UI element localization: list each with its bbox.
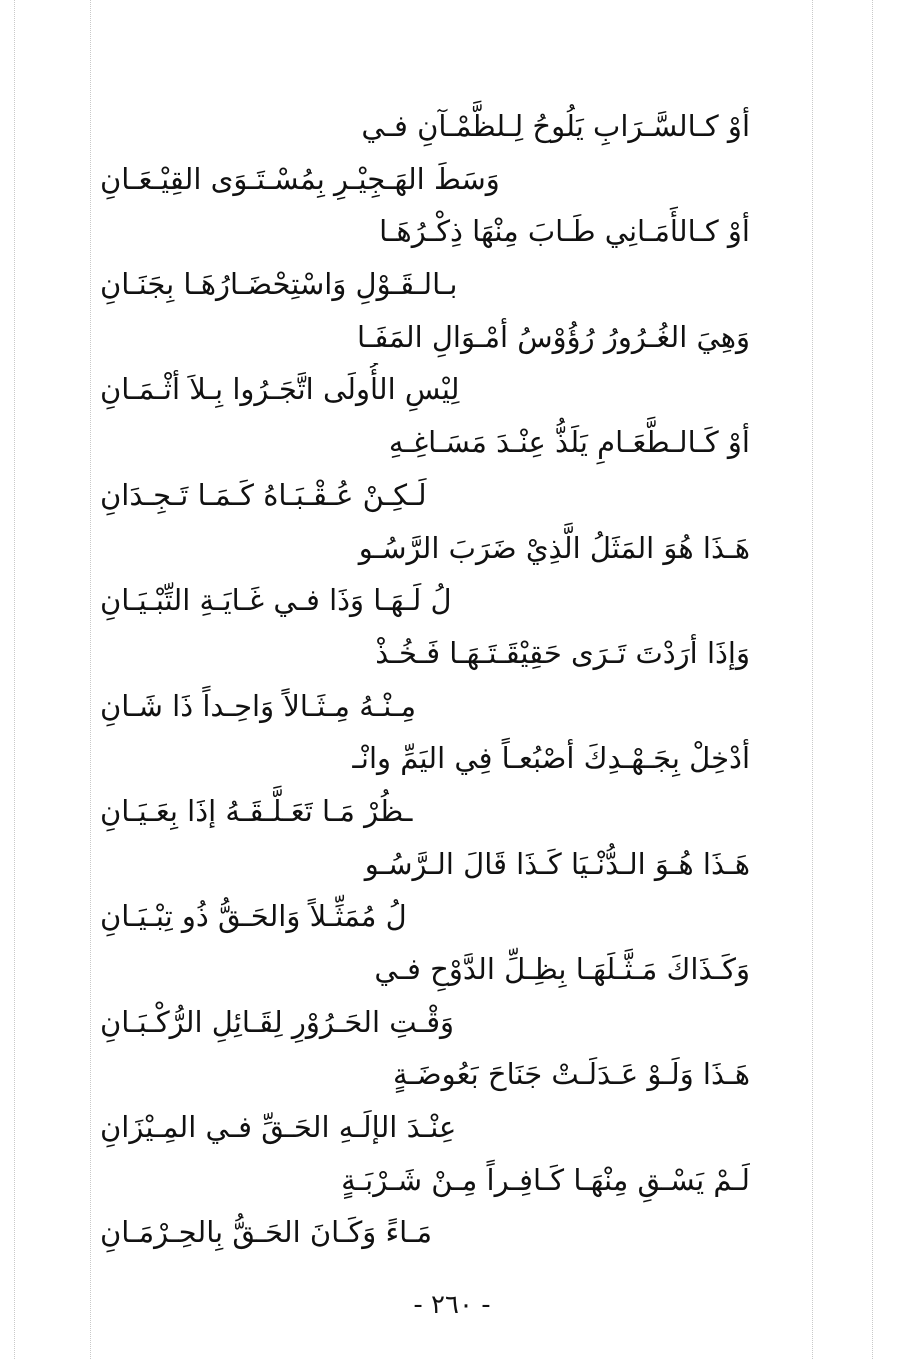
verse-line-22: مَـاءً وَكَـانَ الحَـقُّ بِالحِـرْمَـانِ <box>100 1215 433 1250</box>
verse-line-4: بـالـقَـوْلِ وَاسْتِحْضَـارُهَـا بِجَنَـانِ <box>100 267 458 302</box>
verse-line-1: أوْ كـالسَّـرَابِ يَلُوحُ لِـلظَّمْـآنِ فـي <box>361 109 750 143</box>
poem-body <box>100 100 750 1250</box>
verse-line-19: هَـذَا وَلَـوْ عَـدَلَـتْ جَنَاحَ بَعُوضَـةٍ <box>392 1057 750 1092</box>
verse-line-13: أدْخِلْ بِجَـهْـدِكَ أصْبُعـاً فِي اليَمِّ وانْـ <box>352 741 750 776</box>
verse-line-20: عِنْـدَ الإلَـهِ الحَـقِّ فـي المِـيْزَانِ <box>100 1110 457 1145</box>
scan-guide-line <box>872 0 873 1359</box>
verse-line-9: هَـذَا هُوَ المَثَلُ الَّذِيْ ضَرَبَ الرَّسُـو <box>358 530 750 565</box>
verse-line-16: لُ مُمَثِّـلاً وَالحَـقُّ ذُو تِبْـيَـانِ <box>100 899 407 934</box>
verse-line-7: أوْ كَـالـطَّعَـامِ يَلَذُّ عِنْـدَ مَسَـاغِـهِ <box>388 425 750 460</box>
verse-line-18: وَقْـتِ الحَـرُوْرِ لِقَـائِلِ الرُّكْـبَـانِ <box>100 1004 455 1039</box>
verse-line-17: وَكَـذَاكَ مَـثَّـلَهَـا بِظِـلِّ الدَّوْحِ فـي <box>374 952 750 986</box>
scan-guide-line <box>812 0 813 1359</box>
verse-line-8: لَـكِـنْ عُـقْـبَـاهُ كَـمَـا تَـجِـدَانِ <box>100 477 427 512</box>
verse-line-21: لَـمْ يَسْـقِ مِنْهَـا كَـافِـراً مِـنْ شَـرْبَـةٍ <box>341 1162 750 1197</box>
verse-line-2: وَسَطَ الهَـجِيْـرِ بِمُسْـتَـوَى القِيْـعَـانِ <box>100 161 500 196</box>
verse-line-10: لُ لَـهَـا وَذَا فـي غَـايَـةِ التِّبْـيَـانِ <box>100 583 452 618</box>
page-number: - ٢٦٠ - <box>413 1290 491 1320</box>
scan-guide-line <box>90 0 91 1359</box>
verse-line-15: هَـذَا هُـوَ الـدُّنْـيَا كَـذَا قَالَ الـرَّسُـو <box>364 846 750 881</box>
verse-line-6: لِيْسِ الأُولَى اتَّجَـرُوا بِـلاَ أثْـمَـانِ <box>100 372 460 407</box>
verse-line-3: أوْ كـالأَمَـانِي طَـابَ مِنْهَا ذِكْـرُهَـا <box>379 214 750 249</box>
verse-line-12: مِـنْـهُ مِـثَـالاً وَاحِـداً ذَا شَـانِ <box>100 688 417 723</box>
verse-line-11: وَإذَا أرَدْتَ تَـرَى حَقِيْقَـتَـهَـا فَـخُـذْ <box>375 635 750 670</box>
scan-guide-line <box>14 0 15 1359</box>
verse-line-14: ـظُرْ مَـا تَعَـلَّـقَـهُ إذَا بِعَـيَـانِ <box>100 793 413 828</box>
verse-line-5: وَهِيَ الغُـرُورُ رُؤُوْسُ أمْـوَالِ المَفَـا <box>356 319 750 354</box>
